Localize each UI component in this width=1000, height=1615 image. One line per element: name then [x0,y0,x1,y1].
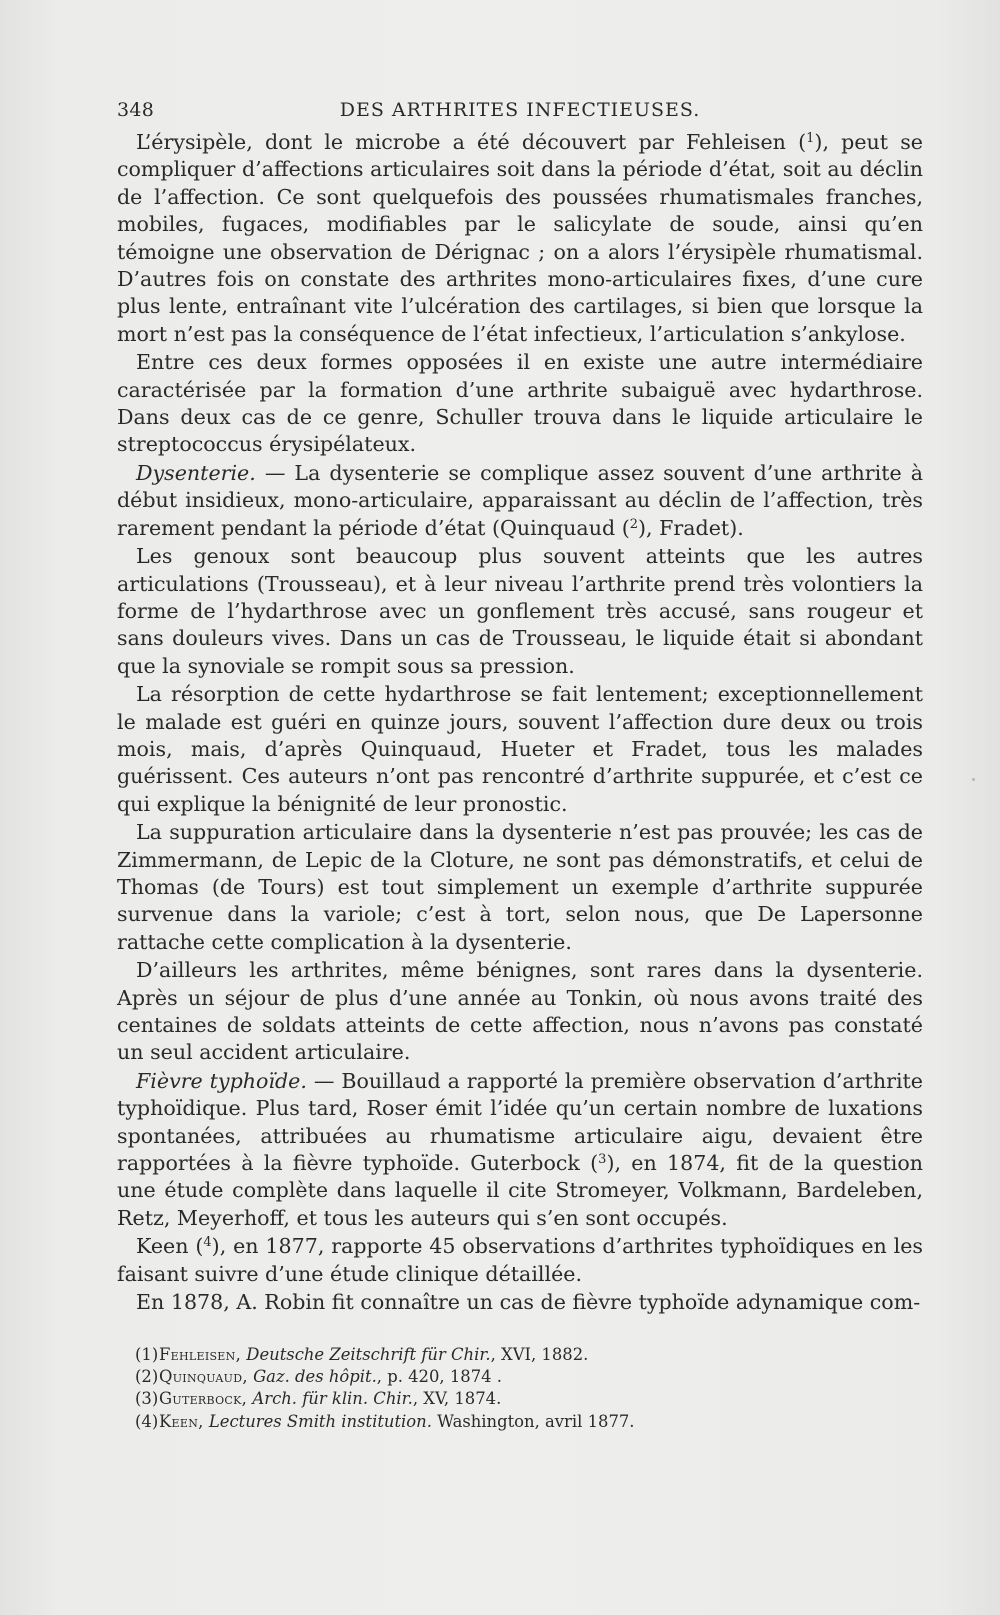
footnote-author: Keen, [159,1411,204,1431]
running-head: DES ARTHRITES INFECTIEUSES. [339,99,701,121]
paragraph-text: — La dysenterie se complique assez souvent d’une arthrite à début insidieux, mono-articulaire, apparaissant au déclin de l’affection, très rarement pendant la période d’état (Quinquaud ( [117,460,923,540]
footnote-title: Lectures Smith institution. [208,1411,432,1431]
footnote [135,1366,915,1388]
footnote-details: , p. 420, 1874 . [376,1367,502,1387]
footnote-author: Fehleisen, [159,1345,242,1364]
paragraph-text: L’érysipèle, dont le microbe a été découvert par Fehleisen ( [136,130,807,154]
footnote [135,1344,915,1366]
paragraph [117,543,923,680]
footnotes [135,1344,915,1433]
footnote-details: , XV, 1874. [412,1389,502,1409]
section-heading: Dysenterie. [136,460,256,485]
paragraph [117,1068,923,1232]
paragraph [117,681,923,818]
page-number: 348 [117,99,155,121]
paragraph-text: ), en 1874, fit de la question une étude complète dans laquelle il cite Stromeyer, Volkmann, Bardeleben, Retz, Meyerhoff, et tous les auteurs qui s’en sont occupés. [117,1151,923,1230]
paragraph-text: Les genoux sont beaucoup plus souvent atteints que les autres articulations (Trousseau), et à leur niveau l’arthrite prend très volontiers la forme de l’hydarthrose avec un gonflement très accusé, sans rougeur et sans douleurs vives. Dans un cas de Trousseau, le liquide était si abondant que la synoviale se rompit sous sa pression. [117,544,923,678]
paragraph-text: Keen ( [136,1234,204,1259]
paragraph-text: La résorption de cette hydarthrose se fait lentement; exceptionnellement le malade est guéri en quinze jours, souvent l’affection dure deux ou trois mois, mais, d’après Quinquaud, Hueter et Fradet, tous les malades guérissent. Ces auteurs n’ont pas rencontré d’arthrite suppurée, et c’est ce qui explique la bénignité de leur pronostic. [117,682,923,816]
paragraph [117,460,923,542]
footnote-marker: (3) [135,1389,159,1409]
body-text [117,129,923,1316]
footnote-details: , XVI, 1882. [490,1345,589,1364]
paragraph-text: En 1878, A. Robin fit connaître un cas de fièvre typhoïde adynamique com- [136,1290,921,1315]
footnote-ref: 3 [598,1152,607,1168]
footnote-marker: (1) [135,1345,159,1364]
section-heading: Fièvre typhoïde. [136,1068,307,1093]
paragraph [117,1289,923,1316]
footnote-title: Arch. für klin. Chir. [252,1389,413,1409]
footnote-author: Quinquaud, [159,1367,248,1387]
paper-speck [972,778,975,781]
footnote-details: Washington, avril 1877. [431,1411,635,1431]
footnote-title: Gaz. des hôpit. [253,1367,377,1387]
paragraph-text: ), Fradet). [638,515,744,540]
footnote-title: Deutsche Zeitschrift für Chir. [246,1345,491,1364]
paragraph [117,819,923,956]
page-header [117,99,923,129]
paragraph-text: — Bouillaud a rapporté la première observation d’arthrite typhoïdique. Plus tard, Roser émit l’idée qu’un certain nombre de luxations spontanées, attribuées au rhumatisme articulaire aigu, devaient être rapportées à la fièvre typhoïde. Guterbock ( [117,1068,923,1176]
footnote-ref: 1 [806,131,815,146]
footnote [135,1411,915,1433]
footnote-marker: (4) [135,1411,159,1431]
paragraph-text: La suppuration articulaire dans la dysenterie n’est pas prouvée; les cas de Zimmermann, de Lepic de la Cloture, ne sont pas démonstratifs, et celui de Thomas (de Tours) est tout simplement un exemple d’arthrite suppurée survenue dans la variole; c’est à tort, selon nous, que De Lapersonne rattache cette complication à la dysenterie. [117,820,923,954]
paragraph [117,349,923,459]
paragraph-text: ), peut se compliquer d’affections articulaires soit dans la période d’état, soit au déclin de l’affection. Ce sont quelquefois des poussées rhumatismales franches, mobiles, fugaces, modifiables par le salicylate de soude, ainsi qu’en témoigne une observation de Dérignac ; on a alors l’érysipèle rhumatismal. D’autres fois on constate des arthrites mono-articulaires fixes, d’une cure plus lente, entraînant vite l’ulcération des cartilages, si bien que lorsque la mort n’est pas la conséquence de l’état infectieux, l’articulation s’ankylose. [117,130,923,346]
footnote-ref: 4 [203,1235,212,1251]
paragraph-text: ), en 1877, rapporte 45 observations d’arthrites typhoïdiques en les faisant suivre d’une étude clinique détaillée. [117,1234,923,1286]
footnote-ref: 2 [629,516,639,532]
footnote-author: Guterbock, [159,1389,248,1409]
footnote-marker: (2) [135,1367,159,1387]
paragraph-text: D’ailleurs les arthrites, même bénignes, sont rares dans la dysenterie. Après un séjour de plus d’une année au Tonkin, où nous avons traité des centaines de soldats atteints de cette affection, nous n’avons pas constaté un seul accident articulaire. [117,958,923,1065]
paragraph [117,957,923,1067]
paragraph [117,1233,923,1288]
footnote [135,1388,915,1410]
paragraph [117,129,923,348]
paragraph-text: Entre ces deux formes opposées il en existe une autre intermédiaire caractérisée par la formation d’une arthrite subaiguë avec hydarthrose. Dans deux cas de ce genre, Schuller trouva dans le liquide articulaire le streptococcus érysipélateux. [117,350,923,457]
